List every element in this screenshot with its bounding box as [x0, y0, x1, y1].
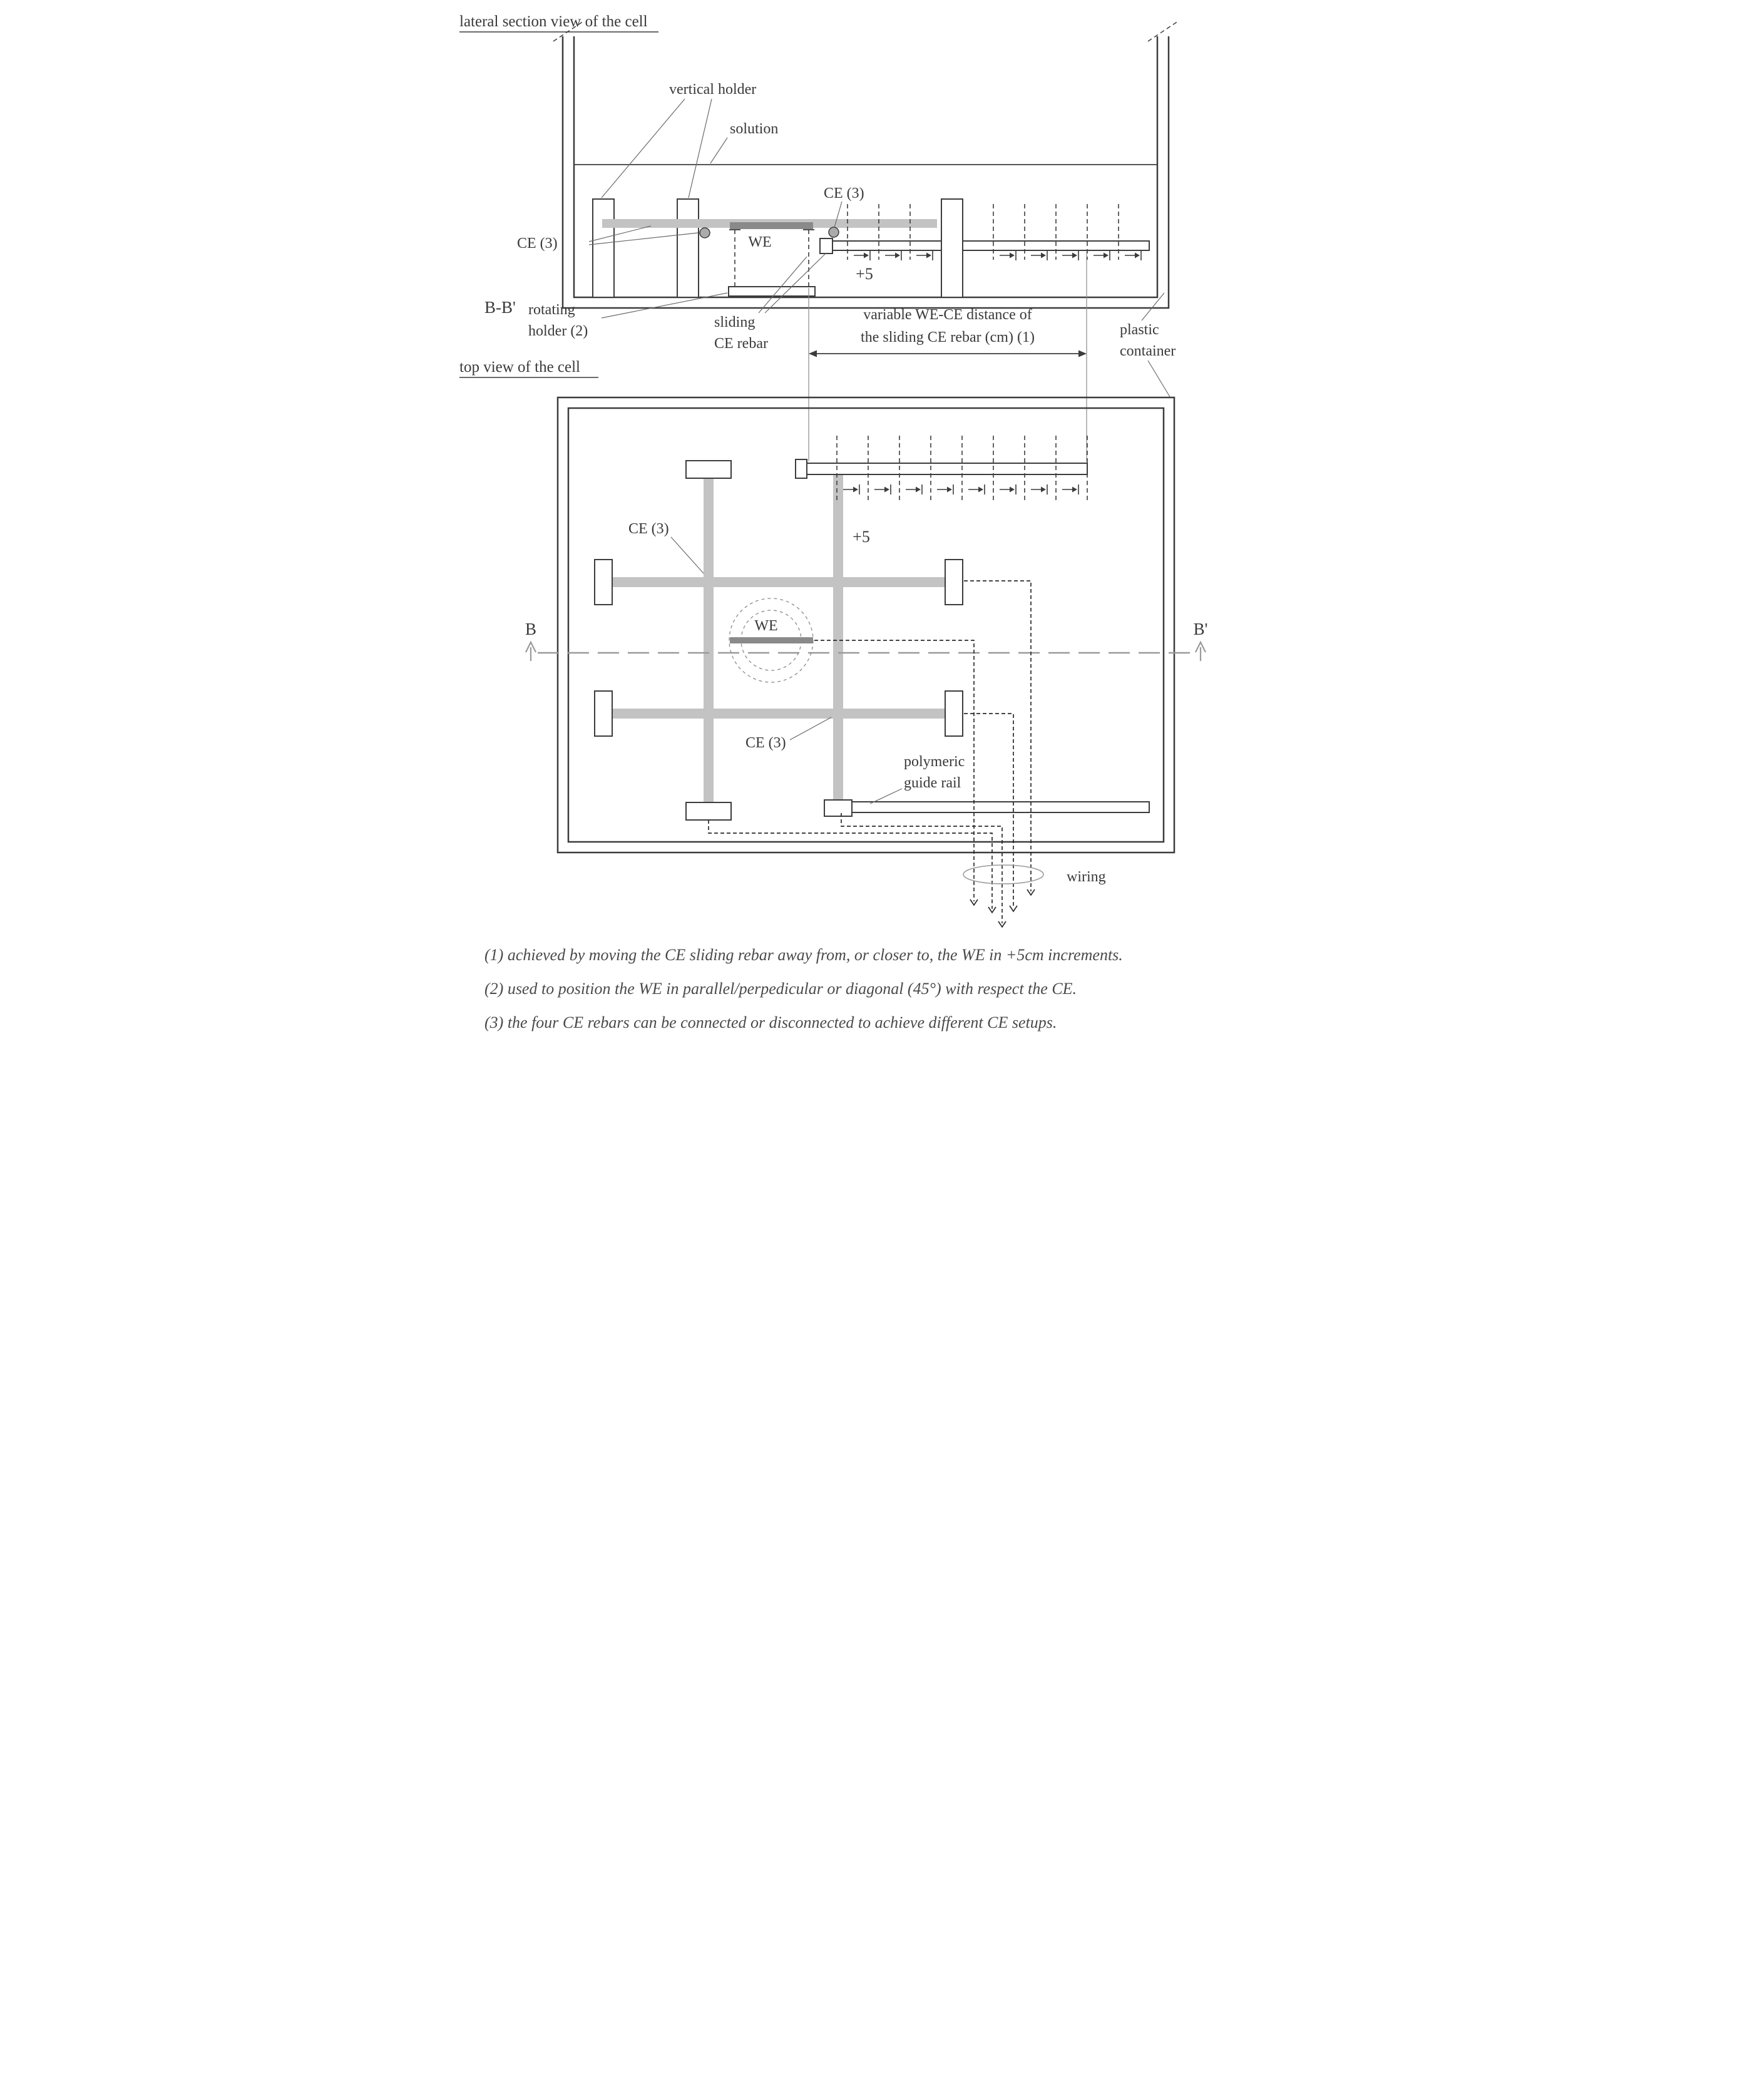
label-distance-2: the sliding CE rebar (cm) (1): [860, 329, 1035, 346]
distance-arrowhead-left: [809, 351, 817, 357]
label-sliding-rebar-1: sliding: [714, 314, 755, 330]
label-rotating-holder-1: rotating: [528, 302, 575, 318]
rebar-holder-v2-bottom: [824, 800, 852, 816]
label-solution: solution: [729, 121, 778, 137]
footnote-3: (3) the four CE rebars can be connected or disconnected to achieve different CE setups.: [484, 1013, 1057, 1032]
label-sliding-rebar-2: CE rebar: [714, 335, 768, 352]
label-wiring: wiring: [1066, 869, 1106, 885]
rebar-holder-h2-left: [595, 691, 612, 736]
rebar-holder-v1-top: [686, 461, 731, 478]
ce-rebar-horizontal-1: [603, 577, 951, 587]
label-plastic-container-1: plastic: [1119, 322, 1159, 338]
sliding-rebar-pointers: [759, 254, 826, 313]
polymeric-guide-rail: [838, 802, 1149, 812]
label-ce-left: CE (3): [516, 235, 558, 252]
cell-diagram: [441, 0, 1322, 1050]
label-plus5-top: +5: [852, 528, 870, 546]
footnotes: [484, 946, 1123, 1032]
vertical-holder-3: [941, 199, 963, 297]
ce-connection-knob-1: [700, 228, 710, 238]
rebar-holder-h2-right: [945, 691, 963, 736]
ce-rebar-horizontal-2: [603, 709, 951, 719]
container-inner-wall: [574, 36, 1157, 297]
label-guide-rail-1: polymeric: [903, 754, 965, 770]
label-guide-rail-2: guide rail: [903, 775, 961, 791]
label-we-top: WE: [754, 618, 778, 634]
increment-markers-top: [843, 484, 1078, 494]
we-electrode-lateral: [730, 222, 813, 229]
ce-rebar-vertical-2: [833, 469, 843, 807]
sliding-ce-rebar-top: [807, 463, 1087, 474]
label-distance-1: variable WE-CE distance of: [863, 307, 1032, 323]
label-b-right: B': [1193, 620, 1207, 638]
top-view: [525, 397, 1207, 927]
distance-arrowhead-right: [1078, 351, 1087, 357]
sliding-rebar-end-block: [820, 238, 832, 254]
label-plastic-container-2: container: [1119, 343, 1176, 359]
label-ce-upper: CE (3): [628, 521, 669, 537]
label-vertical-holder: vertical holder: [668, 81, 756, 98]
rotating-holder: [729, 287, 815, 296]
label-ce-top: CE (3): [823, 185, 864, 202]
section-arrow-right: [1196, 642, 1206, 661]
label-b-left: B: [525, 620, 536, 638]
diagram-page: [441, 0, 1322, 1050]
vertical-holder-pointers: [602, 99, 712, 198]
increment-lines-lateral: [848, 204, 1119, 260]
footnote-2: (2) used to position the WE in parallel/perpedicular or diagonal (45°) with respect the CE.: [484, 980, 1077, 998]
lateral-view-title: lateral section view of the cell: [459, 13, 648, 30]
label-plus5-lateral: +5: [855, 265, 873, 283]
ce-rebar-vertical-1: [704, 477, 714, 804]
ce-upper-pointer: [671, 537, 704, 573]
label-we-lateral: WE: [747, 234, 772, 250]
ce-connection-knob-2: [829, 227, 839, 237]
label-section-bb: B-B': [484, 298, 516, 317]
rebar-holder-v1-bottom: [686, 802, 731, 820]
vertical-holder-2: [677, 199, 699, 297]
we-electrode-top: [730, 637, 813, 643]
solution-pointer: [710, 138, 727, 163]
label-ce-lower: CE (3): [745, 735, 786, 751]
vertical-holder-1: [593, 199, 614, 297]
sliding-ce-rebar-lateral: [822, 241, 1149, 250]
rebar-holder-h1-right: [945, 560, 963, 605]
sliding-rebar-end-block-top: [796, 459, 807, 478]
lateral-section-view: [484, 21, 1178, 461]
section-arrow-left: [526, 642, 536, 661]
top-view-title: top view of the cell: [459, 359, 580, 376]
wall-break-mark-right: [1148, 21, 1178, 41]
rebar-holder-h1-left: [595, 560, 612, 605]
ce-lower-pointer: [790, 717, 831, 740]
label-rotating-holder-2: holder (2): [528, 323, 588, 339]
footnote-1: (1) achieved by moving the CE sliding rebar away from, or closer to, the WE in +5cm increments.: [484, 946, 1123, 964]
increment-markers-lateral: [854, 250, 1141, 260]
